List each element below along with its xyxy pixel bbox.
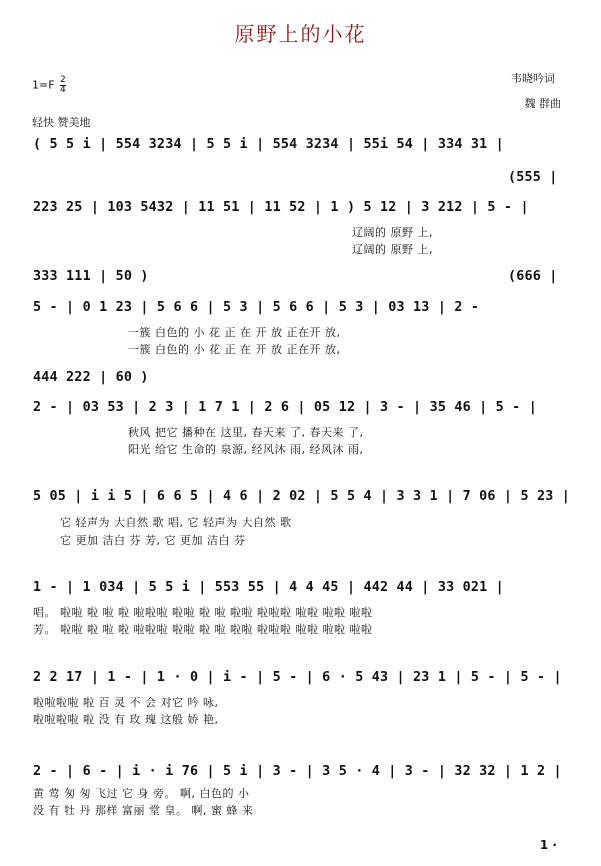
page-number: 1 · — [539, 838, 557, 852]
time-signature-bottom: 4 — [60, 85, 66, 95]
lyrics-system-2-verse-1: 辽阔的 原野 上, — [352, 226, 433, 239]
notes-system-2: 223 25 | 103 5432 | 11 51 | 11 52 | 1 ) 5 12 | 3 212 | 5 - | — [33, 200, 529, 215]
tempo-marking: 轻快 赞美地 — [32, 116, 91, 129]
lyricist: 韦晓吟词 — [511, 72, 555, 85]
key-signature — [32, 76, 66, 95]
pickup-system-2: (555 | — [508, 170, 558, 185]
lyrics-system-8-verse-2: 没 有 牡 丹 那样 富丽 堂 皇。 啊, 蜜 蜂 来 — [33, 804, 254, 817]
notes-system-7: 2 2 17 | 1 - | 1 · 0 | i - | 5 - | 6 · 5 43 | 23 1 | 5 - | 5 - | — [33, 670, 562, 685]
lyrics-system-4-verse-1: 秋风 把它 播种在 这里, 春天来 了, 春天来 了, — [128, 426, 364, 439]
time-signature — [60, 76, 66, 95]
pickup-system-3: (666 | — [508, 269, 558, 284]
lyrics-system-3-verse-1: 一簇 白色的 小 花 正 在 开 放 正在开 放, — [128, 326, 341, 339]
time-signature-top: 2 — [60, 75, 66, 85]
pickup-notes-system-4: 444 222 | 60 ) — [33, 370, 149, 385]
notes-system-6: 1 - | 1 034 | 5 5 i | 553 55 | 4 4 45 | 442 44 | 33 021 | — [33, 580, 504, 595]
pickup-notes-system-3: 333 111 | 50 ) — [33, 269, 149, 284]
lyrics-system-5-verse-2: 它 更加 洁白 芬 芳, 它 更加 洁白 芬 — [60, 534, 246, 547]
composer: 魏 群曲 — [524, 97, 561, 110]
notes-system-5: 5 05 | i i 5 | 6 6 5 | 4 6 | 2 02 | 5 5 4 | 3 3 1 | 7 06 | 5 23 | — [33, 489, 571, 504]
lyrics-system-6-verse-2: 芳。 啦啦 啦 啦 啦 啦啦啦 啦啦 啦 啦 啦啦 啦啦啦 啦啦 啦啦 啦啦 — [33, 623, 373, 636]
notes-system-3: 5 - | 0 1 23 | 5 6 6 | 5 3 | 5 6 6 | 5 3 | 03 13 | 2 - — [33, 300, 480, 315]
notes-system-1: ( 5 5 i | 554 3234 | 5 5 i | 554 3234 | 55i 54 | 334 31 | — [33, 137, 504, 152]
lyrics-system-7-verse-2: 啦啦啦啦 啦 没 有 玫 瑰 这般 娇 艳, — [33, 713, 219, 726]
lyrics-system-4-verse-2: 阳光 给它 生命的 泉源, 经风沐 雨, 经风沐 雨, — [128, 443, 364, 456]
lyrics-system-2-verse-2: 辽阔的 原野 上, — [352, 243, 433, 256]
notes-system-8: 2 - | 6 - | i · i 76 | 5 i | 3 - | 3 5 · 4 | 3 - | 32 32 | 1 2 | — [33, 764, 562, 779]
lyrics-system-7-verse-1: 啦啦啦啦 啦 百 灵 不 会 对它 吟 咏, — [33, 696, 219, 709]
key-text: 1=F — [32, 78, 55, 92]
lyrics-system-5-verse-1: 它 轻声为 大自然 歌 唱, 它 轻声为 大自然 歌 — [60, 516, 292, 529]
song-title: 原野上的小花 — [234, 22, 367, 46]
lyrics-system-6-verse-1: 唱。 啦啦 啦 啦 啦 啦啦啦 啦啦 啦 啦 啦啦 啦啦啦 啦啦 啦啦 啦啦 — [33, 606, 373, 619]
lyrics-system-8-verse-1: 黄 莺 匆 匆 飞过 它 身 旁。 啊, 白色的 小 — [33, 787, 250, 800]
notes-system-4: 2 - | 03 53 | 2 3 | 1 7 1 | 2 6 | 05 12 | 3 - | 35 46 | 5 - | — [33, 400, 537, 415]
lyrics-system-3-verse-2: 一簇 白色的 小 花 正 在 开 放 正在开 放, — [128, 343, 341, 356]
